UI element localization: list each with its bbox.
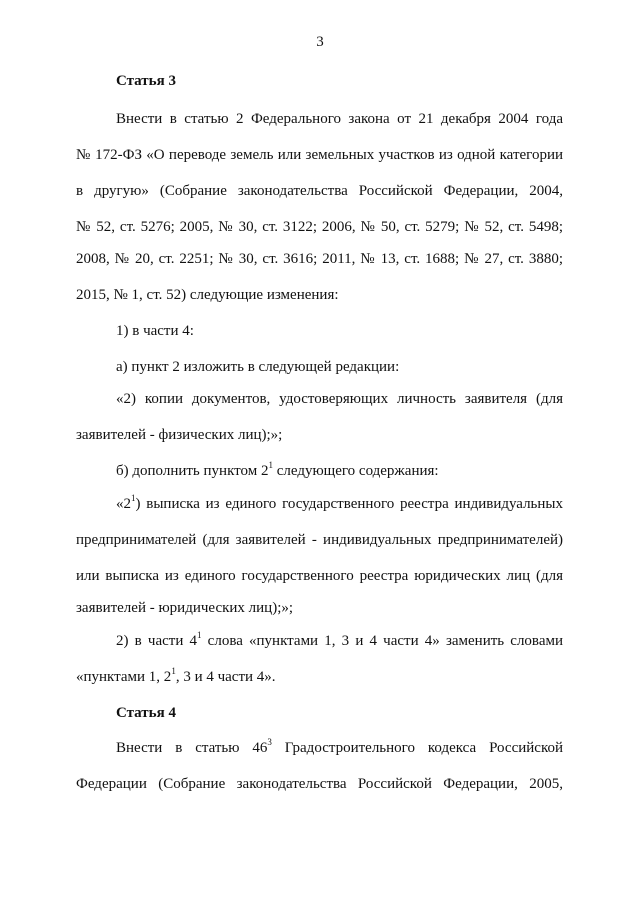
article4-text-end: Градостроительного кодекса Российской: [271, 740, 563, 756]
quote-point-21-line-3: или выписка из единого государственного реестра юридических лиц (для: [76, 568, 563, 584]
item-2b-text: «пунктами 1, 2: [76, 669, 172, 685]
article3-intro-line-1: Внести в статью 2 Федерального закона от 21 декабря 2004 года: [116, 111, 563, 127]
quote-21-sup: 1: [131, 493, 136, 503]
article4-heading: Статья 4: [116, 705, 176, 721]
quote-point-21-line-4: заявителей - юридических лиц);»;: [76, 600, 294, 616]
item-2-line-1: [116, 632, 563, 650]
quote-point-2-line-1: «2) копии документов, удостоверяющих личность заявителя (для: [116, 391, 563, 407]
item-1b-sup: 1: [268, 460, 273, 470]
item-2-text-end: слова «пунктами 1, 3 и 4 части 4» заменить словами: [201, 633, 563, 649]
article3-intro-line-5: 2008, № 20, ст. 2251; № 30, ст. 3616; 2011, № 13, ст. 1688; № 27, ст. 3880;: [76, 251, 563, 267]
item-1b: [116, 462, 439, 480]
item-2b-text-end: , 3 и 4 части 4».: [175, 669, 276, 685]
article3-heading: Статья 3: [116, 73, 176, 89]
quote-point-21-line-2: предпринимателей (для заявителей - индивидуальных предпринимателей): [76, 532, 563, 548]
quote-point-2-line-2: заявителей - физических лиц);»;: [76, 427, 283, 443]
item-2-text: 2) в части 4: [116, 633, 198, 649]
quote-21-text: ) выписка из единого государственного реестра индивидуальных: [135, 496, 563, 512]
quote-point-21-line-1: [116, 495, 563, 513]
article3-intro-line-3: в другую» (Собрание законодательства Российской Федерации, 2004,: [76, 183, 563, 199]
item-2-line-2: [76, 668, 276, 686]
article4-line-1: [116, 739, 563, 757]
quote-21-open: «2: [116, 496, 131, 512]
item-1a: а) пункт 2 изложить в следующей редакции:: [116, 359, 400, 375]
item-2-sup: 1: [197, 630, 202, 640]
page-number: 3: [316, 34, 324, 50]
item-1b-text: б) дополнить пунктом 2: [116, 463, 269, 479]
article3-intro-line-2: № 172-ФЗ «О переводе земель или земельных участков из одной категории: [76, 147, 563, 163]
item-1: 1) в части 4:: [116, 323, 194, 339]
item-2b-sup: 1: [171, 666, 176, 676]
article4-sup: 3: [267, 737, 272, 747]
item-1b-text-end: следующего содержания:: [272, 463, 439, 479]
article4-text: Внести в статью 46: [116, 740, 268, 756]
article4-line-2: Федерации (Собрание законодательства Российской Федерации, 2005,: [76, 776, 563, 792]
article3-intro-line-6: 2015, № 1, ст. 52) следующие изменения:: [76, 287, 339, 303]
article3-intro-line-4: № 52, ст. 5276; 2005, № 30, ст. 3122; 2006, № 50, ст. 5279; № 52, ст. 5498;: [76, 219, 563, 235]
